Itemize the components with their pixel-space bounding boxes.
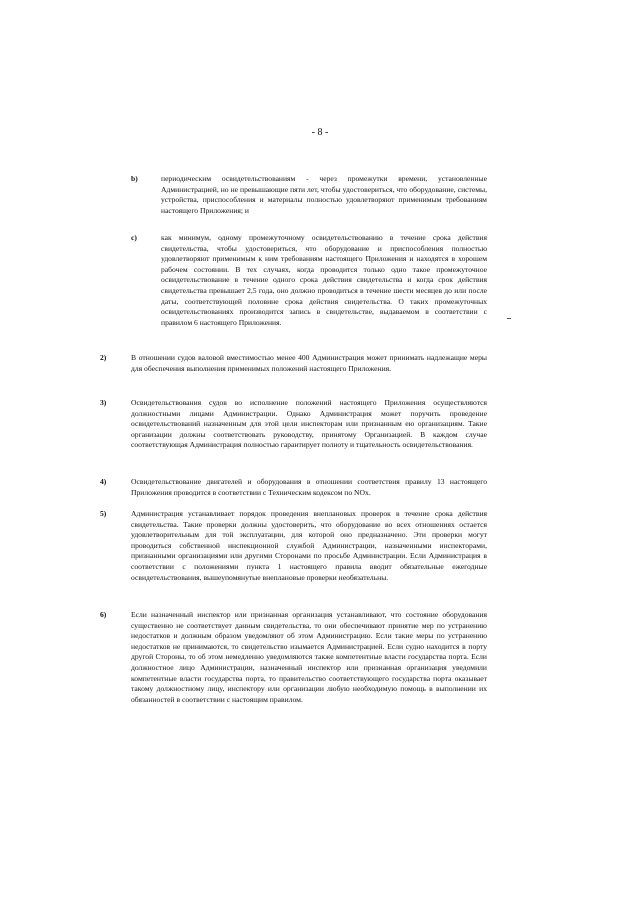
item-number: c) [131,233,137,242]
item-number: 4) [100,477,107,486]
item-number: 5) [100,509,107,518]
item-text: Освидетельствование двигателей и оборудования в отношении соответствия правилу 13 настоящего Приложения проводится в соответствии с Техническим кодексом по NOx. [131,477,487,497]
item-number: 2) [100,353,107,362]
item-number: b) [131,174,138,183]
item-number: 6) [100,610,107,619]
item-number: 3) [100,398,107,407]
scan-mark [507,318,511,319]
item-text: как минимум, одному промежуточному освидетельствованию в течение срока действия свидетельства, чтобы удостовериться, что оборудование и приспособления полностью удовлетворяют применимым к ним требованиям настоящего Приложения и находятся в хорошем рабочем состоянии. В тех случаях, когда проводится только одно такое промежуточное освидетельствование в течение одного срока действия свидетельства и когда срок действия свидетельства превышает 2,5 года, оно должно проводиться в течение шести месяцев до или после даты, соответствующей половине срока действия свидетельства. О таких промежуточных освидетельствованиях производится запись в свидетельстве, выдаваемом в соответствии с правилом 6 настоящего Приложения. [161,233,487,327]
page-number: - 8 - [311,127,329,138]
item-text: Если назначенный инспектор или признанная организация устанавливают, что состояние оборудования существенно не соответствует данным свидетельства, то они обеспечивают принятие мер по устранению недостатков и должным образом уведомляют об этом Администрацию. Если такие меры по устранению недостатков не принимаются, то свидетельство изымается Администрацией. Если судно находится в порту другой Стороны, то об этом немедленно уведомляются также компетентные власти государства порта. Если должностное лицо Администрации, назначенный инспектор или признанная организация уведомили компетентные власти государства порта, то правительство соответствующего государства порта оказывает такому должностному лицу, инспектору или организации любую необходимую помощь в выполнении их обязанностей в соответствии с настоящим правилом. [131,610,487,704]
item-text: В отношении судов валовой вместимостью менее 400 Администрация может принимать надлежащие меры для обеспечения выполнения применимых положений настоящего Приложения. [131,353,487,373]
item-text: Администрация устанавливает порядок проведения внеплановых проверок в течение срока действия свидетельства. Такие проверки должны удостоверить, что оборудование во всех отношениях остается удовлетворительным для той эксплуатации, для которой оно предназначено. Эти проверки могут проводиться собственной инспекционной службой Администрации, назначенными инспекторами, признанными организациями или другими Сторонами по просьбе Администрации. Если Администрация в соответствии с положениями пункта 1 настоящего правила вводит обязательные ежегодные освидетельствования, вышеупомянутые внеплановые проверки необязательны. [131,509,487,582]
item-text: Освидетельствования судов во исполнение положений настоящего Приложения осуществляются должностными лицами Администрации. Однако Администрация может поручить проведение освидетельствований назначенным для этой цели инспекторам или признанным ею организациям. Такие организации должны соответствовать руководству, принятому Организацией. В каждом случае соответствующая Администрация полностью гарантирует полноту и тщательность освидетельствования. [131,398,487,450]
item-text: периодическим освидетельствованиям - через промежутки времени, установленные Администрацией, но не превышающие пяти лет, чтобы удостовериться, что оборудование, системы, устройства, приспособления и материалы полностью удовлетворяют применимым требованиям настоящего Приложения; и [161,174,487,215]
